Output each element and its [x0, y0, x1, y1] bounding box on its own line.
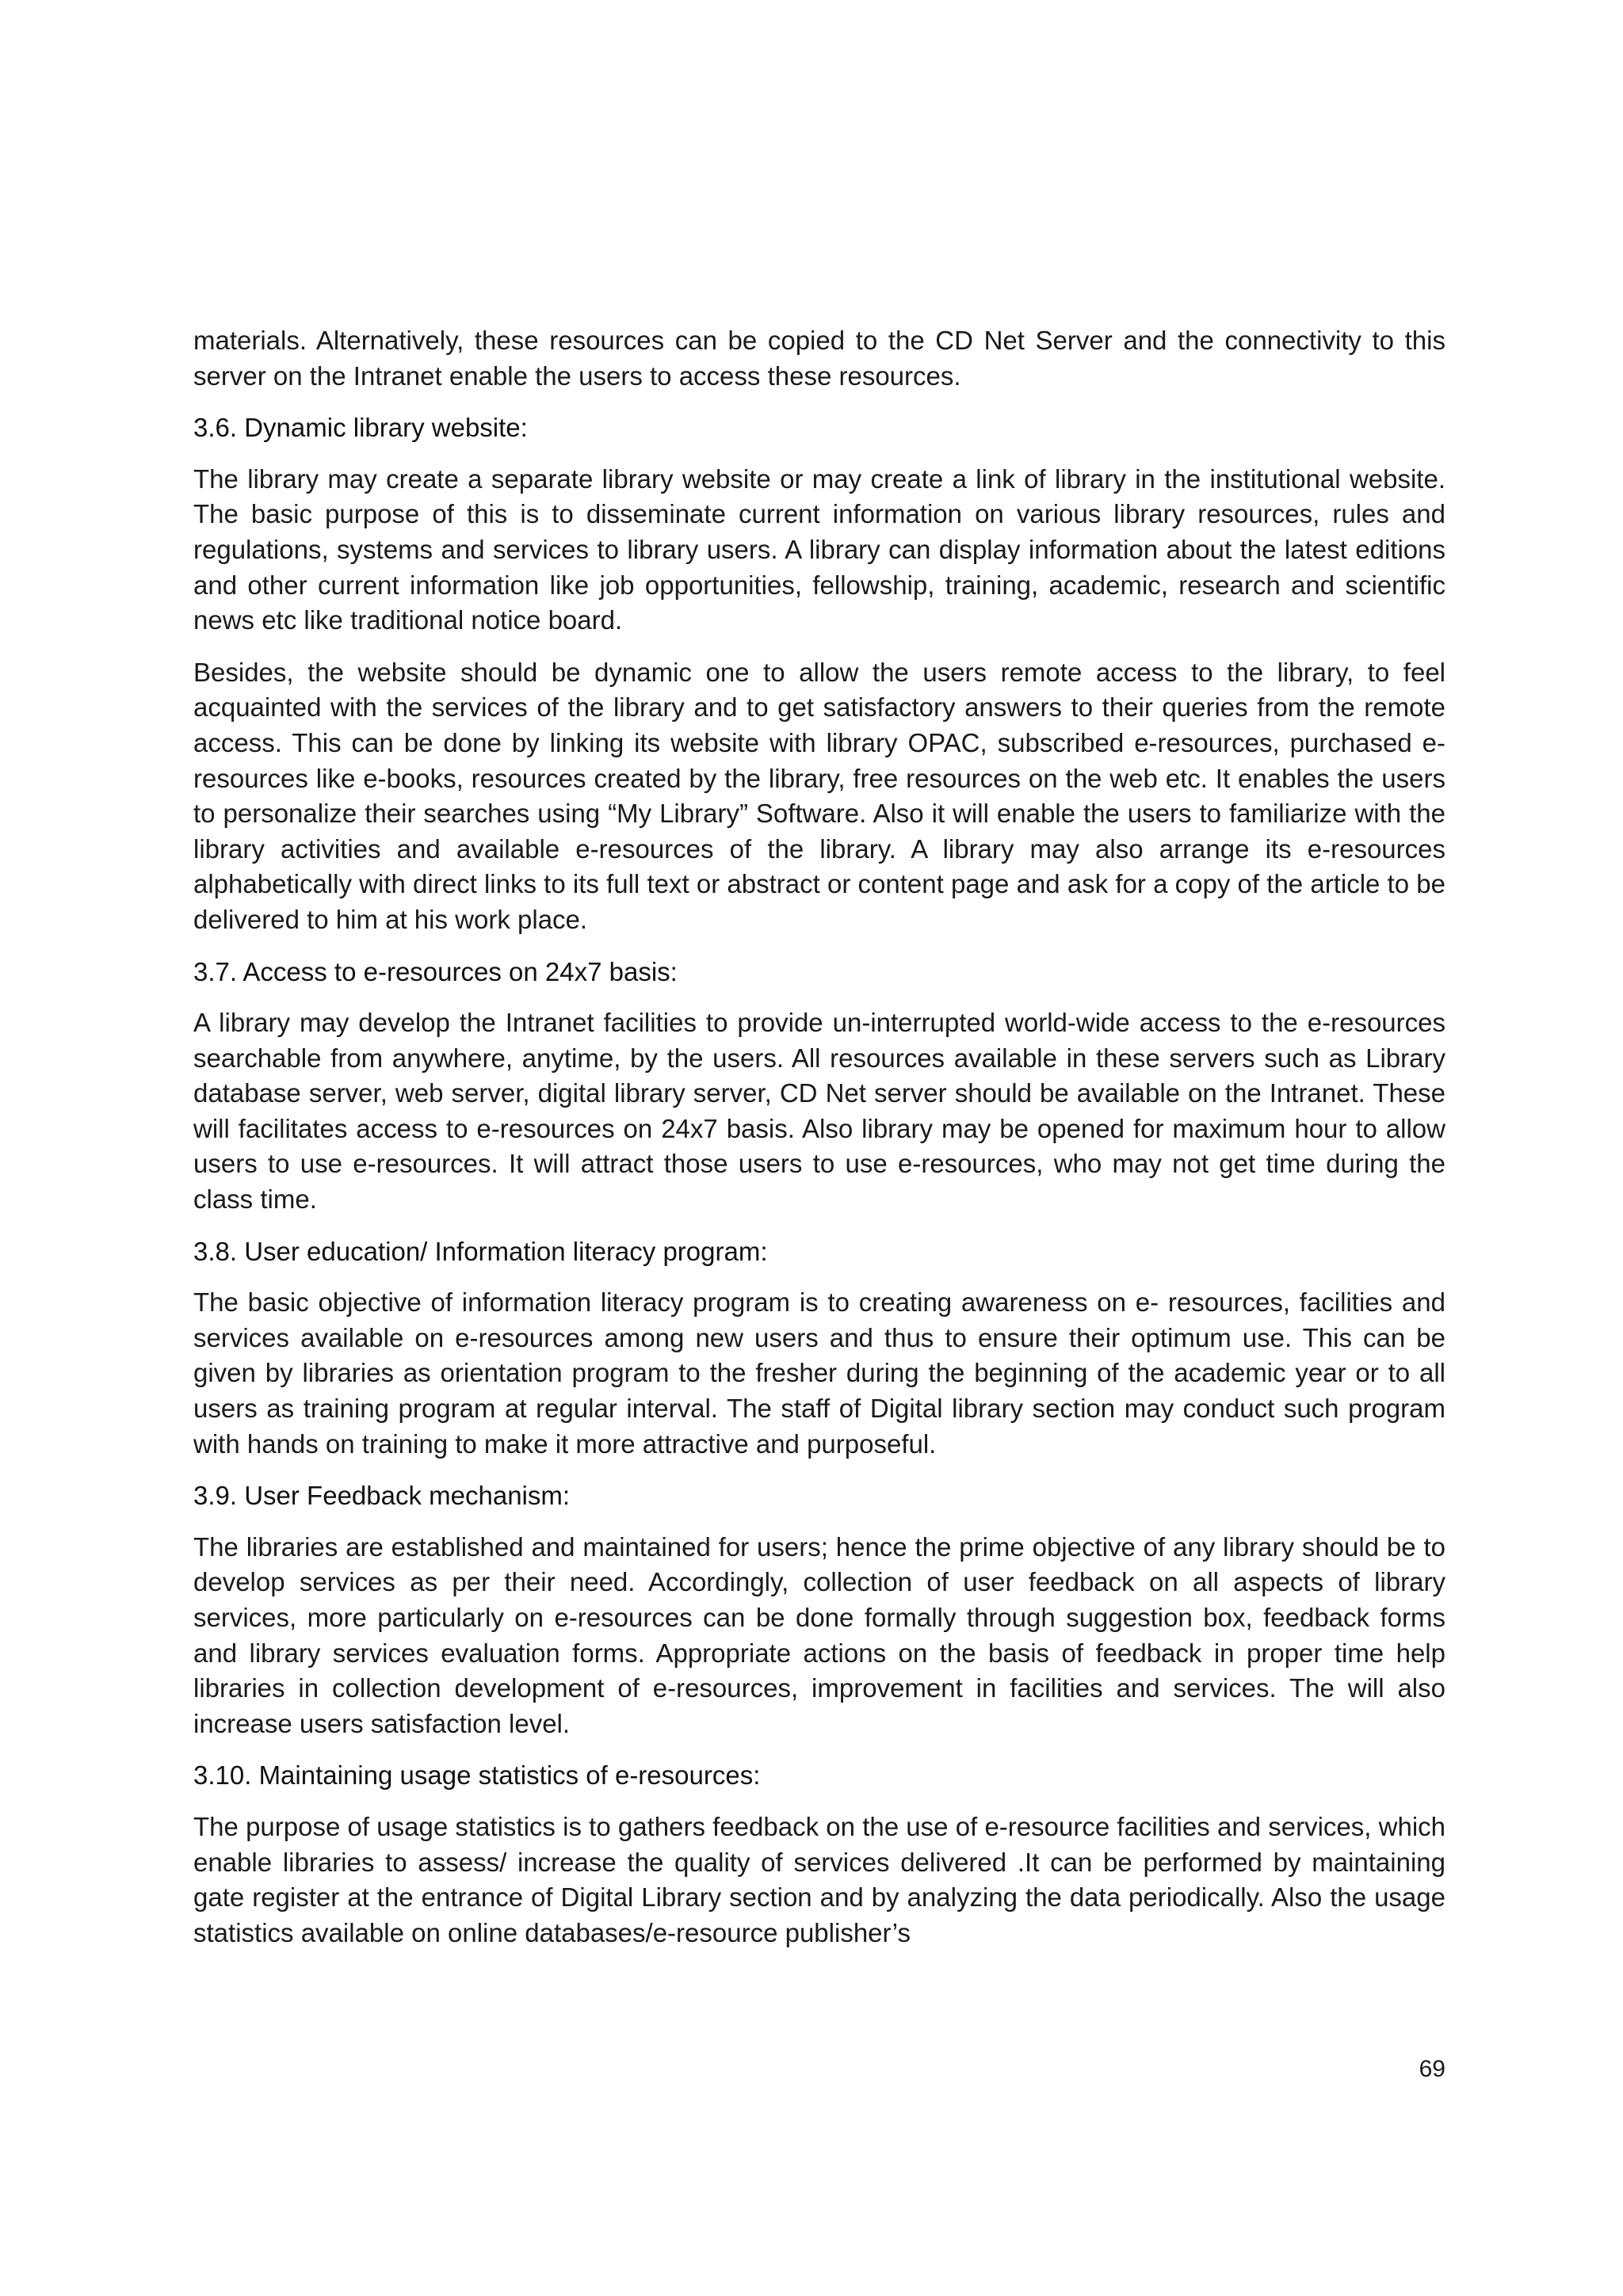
- heading-3-9: 3.9. User Feedback mechanism:: [193, 1481, 571, 1511]
- heading-3-8: 3.8. User education/ Information literacy program:: [193, 1236, 768, 1266]
- paragraph-intro: materials. Alternatively, these resources can be copied to the CD Net Server and the connectivity to this server on the Intranet enable the users to access these resources.: [193, 326, 1445, 391]
- page-number: 69: [1419, 2056, 1445, 2082]
- heading-3-7: 3.7. Access to e-resources on 24x7 basis:: [193, 956, 678, 986]
- paragraph-3-9-1: The libraries are established and maintained for users; hence the prime objective of any library should be to develop services as per their need. Accordingly, collection of user feedback on all aspects of library services, more particularly on e-resources can be done formally through suggestion box, feedback forms and library services evaluation forms. Appropriate actions on the basis of feedback in proper time help libraries in collection development of e-resources, improvement in facilities and services. The will also increase users satisfaction level.: [193, 1531, 1445, 1738]
- heading-3-6: 3.6. Dynamic library website:: [193, 413, 528, 443]
- paragraph-3-6-1: The library may create a separate library website or may create a link of library in the institutional website. The basic purpose of this is to disseminate current information on various library resources, rules and regulations, systems and services to library users. A library can display information about the latest editions and other current information like job opportunities, fellowship, training, academic, research and scientific news etc like traditional notice board.: [193, 463, 1445, 635]
- paragraph-3-7-1: A library may develop the Intranet facilities to provide un-interrupted world-wide access to the e-resources searchable from anywhere, anytime, by the users. All resources available in these servers such as Library database server, web server, digital library server, CD Net server should be available on the Intranet. These will facilitates access to e-resources on 24x7 basis. Also library may be opened for maximum hour to allow users to use e-resources. It will attract those users to use e-resources, who may not get time during the class time.: [193, 1008, 1445, 1215]
- page-body: [193, 323, 1445, 1967]
- paragraph-3-10-1: The purpose of usage statistics is to gathers feedback on the use of e-resource facilities and services, which enable libraries to assess/ increase the quality of services delivered .It can be performed by maintaining gate register at the entrance of Digital Library section and by analyzing the data periodically. Also the usage statistics available on online databases/e-resource publisher’s: [193, 1811, 1445, 1947]
- paragraph-3-6-2: Besides, the website should be dynamic one to allow the users remote access to the library, to feel acquainted with the services of the library and to get satisfactory answers to their queries from the remote access. This can be done by linking its website with library OPAC, subscribed e-resources, purchased e-resources like e-books, resources created by the library, free resources on the web etc. It enables the users to personalize their searches using “My Library” Software. Also it will enable the users to familiarize with the library activities and available e-resources of the library. A library may also arrange its e-resources alphabetically with direct links to its full text or abstract or content page and ask for a copy of the article to be delivered to him at his work place.: [193, 657, 1445, 934]
- heading-3-10: 3.10. Maintaining usage statistics of e-resources:: [193, 1760, 761, 1791]
- paragraph-3-8-1: The basic objective of information literacy program is to creating awareness on e- resources, facilities and services available on e-resources among new users and thus to ensure their optimum use. This can be given by libraries as orientation program to the fresher during the beginning of the academic year or to all users as training program at regular interval. The staff of Digital library section may conduct such program with hands on training to make it more attractive and purposeful.: [193, 1287, 1445, 1459]
